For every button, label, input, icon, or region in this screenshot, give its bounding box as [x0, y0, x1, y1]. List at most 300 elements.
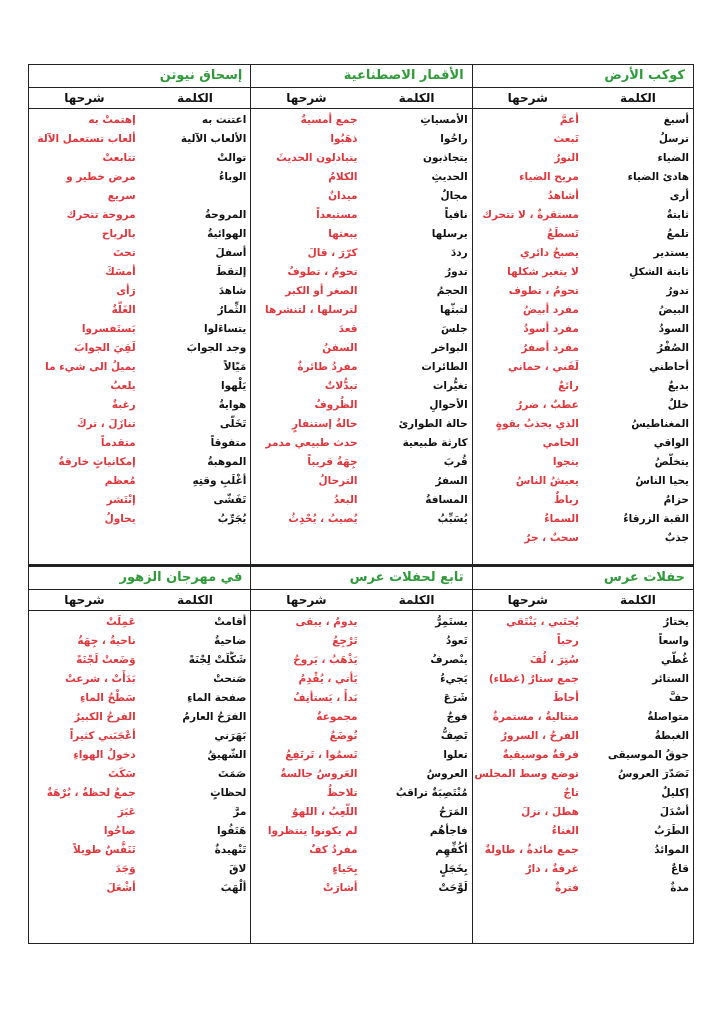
vocab-row [29, 168, 250, 187]
vocab-row [251, 491, 471, 510]
vocab-row [473, 111, 693, 130]
vocab-word: شاهدَ [218, 285, 247, 297]
vocab-word: تلمعُ [666, 228, 689, 240]
vocab-row [251, 689, 471, 708]
vocab-meaning: يَأتي ، يُقْدِمُ [298, 673, 358, 685]
vocab-meaning: العَروسُ جالسةٌ [280, 768, 358, 780]
vocab-word: وجد الجوابَ [186, 342, 247, 354]
vocab-word: الفرَحُ العارمُ [182, 711, 247, 723]
vocab-word: المسافةُ [425, 494, 468, 506]
word-header: الكلمة [398, 593, 435, 607]
vocab-meaning: تاجٌ [563, 787, 579, 799]
vocab-word: يحيا الناسُ [635, 475, 689, 487]
meaning-header: شرحها [64, 593, 105, 607]
vocab-word: تَخَلّى [219, 418, 247, 430]
vocab-row [251, 472, 471, 491]
vocab-row [29, 263, 250, 282]
vocab-row [251, 358, 471, 377]
vocab-row [29, 111, 250, 130]
vocab-meaning: ذهَبُوا [330, 133, 358, 145]
vocab-word: صَنحتْ [213, 673, 247, 685]
vocab-meaning: جِهَةُ قريباً [307, 456, 358, 468]
vocab-row [251, 632, 471, 651]
vocab-meaning: جمع أمسيةٌ [300, 114, 358, 126]
vocab-word: واسعاً [658, 635, 689, 647]
vocab-meaning: البعدُ [333, 494, 358, 506]
vocab-word: كارثة طبيعية [402, 437, 468, 449]
vocab-word: تدورُ [666, 285, 689, 297]
vocab-meaning: رباطٌ [554, 494, 579, 506]
vocab-row [473, 613, 693, 632]
vocab-word: يُسَبِّبُ [437, 513, 468, 525]
vocab-meaning: رغبةٌ [111, 399, 136, 411]
vocab-meaning: توضع وسط المجلس [474, 768, 579, 780]
vocab-row [473, 529, 693, 548]
vocab-word: البواخر [431, 342, 468, 354]
vocab-word: الواقي [653, 437, 689, 449]
vocab-row [473, 708, 693, 727]
vocab-word: المَرَحُ [438, 806, 468, 818]
vocab-meaning: يبعثها [328, 228, 358, 240]
vocab-rows [251, 109, 471, 564]
vocab-row [251, 111, 471, 130]
word-header: الكلمة [620, 91, 656, 105]
vocab-meaning: مستقرةٌ ، لا تتحرك [482, 209, 579, 221]
vocab-meaning: ناحيةُ ، جِهَةُ [77, 635, 136, 647]
column-title: إسحاق نيوتن [29, 65, 250, 88]
column-title: الأقمار الاصطناعية [251, 65, 471, 88]
vocab-word: أرى [669, 190, 689, 202]
vocab-row [29, 746, 250, 765]
column-header [473, 590, 693, 611]
vocab-word: الغبطةُ [654, 730, 689, 742]
vocab-row [251, 206, 471, 225]
vocab-row [251, 301, 471, 320]
vocab-word: اعتنت به [201, 114, 247, 126]
vocab-word: الحجمُ [436, 285, 468, 297]
vocab-meaning: مفرد أصفرُ [521, 342, 579, 354]
vocab-word: مجالٌ [440, 190, 468, 202]
vocab-row [251, 434, 471, 453]
vocab-word: مرَّ [233, 806, 247, 818]
vocab-rows [251, 611, 471, 943]
column-title: حفلات عرس [473, 567, 693, 590]
column-flower-festival [29, 567, 250, 943]
vocab-meaning: تحومُ ، تطوفُ [287, 266, 358, 278]
vocab-word: إلتقطَ [215, 266, 247, 278]
vocab-word: متواصلةٌ [647, 711, 689, 723]
vocabulary-sheet [28, 64, 694, 944]
column-header [29, 590, 250, 611]
vocab-meaning: وَضَعتْ لَجْنَةً [76, 654, 136, 666]
vocab-word: بِخَجَلٍ [439, 863, 468, 875]
vocab-word: جوقُ الموسيقى [607, 749, 689, 761]
vocab-meaning: جمع مائدةٌ ، طاولةٌ [484, 844, 579, 856]
vocab-word: توالتْ [217, 152, 247, 164]
vocab-row [473, 263, 693, 282]
vocab-row [29, 765, 250, 784]
vocab-word: يستَمِرُّ [435, 616, 468, 628]
vocab-meaning: الفرحُ الكبيرُ [74, 711, 136, 723]
vocab-word: فوجٌ [446, 711, 468, 723]
vocab-meaning: متتاليةٌ ، مستمرةٌ [492, 711, 579, 723]
vocab-row [473, 803, 693, 822]
vocab-word: لحظاتٍ [210, 787, 247, 799]
vocab-word: نافياً [444, 209, 468, 221]
vocab-word: فاجأهُم [429, 825, 468, 837]
vocab-meaning: رحباً [557, 635, 579, 647]
vocab-meaning: تَرْجِعُ [332, 635, 358, 647]
vocab-word: ضاحيةُ [214, 635, 247, 647]
vocab-meaning: أحاطَ [552, 692, 579, 704]
vocab-meaning: لا يتغير شكلها [507, 266, 579, 278]
vocab-row [29, 822, 250, 841]
vocab-word: أسْدَلَ [659, 806, 689, 818]
vocab-row [251, 613, 471, 632]
vocab-word: العروسُ [426, 768, 468, 780]
bottom-section [28, 565, 694, 944]
vocab-word: رددَ [450, 247, 468, 259]
vocab-word: يختارُ [663, 616, 689, 628]
vocab-word: يرسلها [431, 228, 468, 240]
vocab-word: تعلوا [443, 749, 468, 761]
vocab-meaning: فترةٌ [554, 882, 579, 894]
vocab-meaning: بَدَأَتْ ، شرعتْ [65, 673, 136, 685]
vocab-meaning: سريع [107, 190, 136, 202]
vocab-row [251, 415, 471, 434]
vocab-row [251, 149, 471, 168]
vocab-row [251, 130, 471, 149]
vocab-word: الستائر [652, 673, 689, 685]
vocab-row [251, 860, 471, 879]
vocab-row [473, 377, 693, 396]
vocab-word: مدةٌ [670, 882, 689, 894]
vocab-word: إكليلٌ [661, 787, 689, 799]
meaning-header: شرحها [507, 91, 548, 105]
vocab-row [29, 206, 250, 225]
vocab-row [29, 491, 250, 510]
vocab-meaning: تَنَفُّسٌ طويلاً [73, 844, 136, 856]
vocab-meaning: الفرحُ ، السرورُ [501, 730, 579, 742]
vocab-meaning: الصغر أو الكبر [285, 285, 358, 297]
vocab-row [29, 510, 250, 529]
vocab-word: الهوائيةُ [207, 228, 247, 240]
vocab-meaning: مفردُ طائرةٌ [297, 361, 358, 373]
vocab-row [473, 396, 693, 415]
vocab-meaning: رائعٌ [558, 380, 579, 392]
vocab-word: تَنْهيدةٌ [214, 844, 247, 856]
vocab-word: جذبٌ [664, 532, 689, 544]
vocab-row [473, 225, 693, 244]
vocab-meaning: عَمِلَتْ [106, 616, 136, 628]
vocab-meaning: بَدأَ ، يَستأنِفُ [293, 692, 358, 704]
vocab-word: تَصِفُّ [440, 730, 468, 742]
vocab-meaning: لَقِيَ الجوابَ [74, 342, 136, 354]
vocab-meaning: مفردُ كفٌ [309, 844, 358, 856]
vocab-meaning: صاحُوا [103, 825, 136, 837]
vocab-meaning: بالرياح [101, 228, 136, 240]
vocab-row [29, 860, 250, 879]
vocab-row [473, 320, 693, 339]
column-header [473, 88, 693, 109]
vocab-word: المغناطيسُ [631, 418, 689, 430]
vocab-row [251, 784, 471, 803]
vocab-row [473, 130, 693, 149]
vocab-row [29, 187, 250, 206]
vocab-word [140, 187, 251, 206]
vocab-row [251, 765, 471, 784]
vocab-rows [29, 109, 250, 564]
vocab-row [251, 453, 471, 472]
vocab-row [29, 727, 250, 746]
vocab-word: يتساءَلوا [203, 323, 247, 335]
vocab-meaning: لترسلها ، لتنشرها [265, 304, 358, 316]
word-header: الكلمة [177, 91, 213, 105]
vocab-row [29, 841, 250, 860]
column-title: في مهرجان الزهور [29, 567, 250, 590]
vocab-meaning: أعمَّ [559, 114, 579, 126]
meaning-header: شرحها [286, 593, 327, 607]
vocab-meaning: مرض خطير و [66, 171, 136, 183]
vocab-row [473, 206, 693, 225]
vocab-word: أقامتْ [214, 616, 247, 628]
vocab-row [251, 187, 471, 206]
vocab-word: لتبثّها [439, 304, 468, 316]
vocab-word: ثابتة الشكلِ [629, 266, 689, 278]
vocab-meaning: الكلامُ [328, 171, 358, 183]
vocab-row [29, 377, 250, 396]
vocab-meaning: يدومُ ، يبقى [295, 616, 358, 628]
vocab-row [473, 358, 693, 377]
vocab-meaning: متقدماً [100, 437, 136, 449]
vocab-word: الشّهيقُ [207, 749, 247, 761]
vocab-meaning: الغناءُ [551, 825, 579, 837]
vocab-word: يتخلَّصُ [654, 456, 689, 468]
vocab-meaning: تحتَ [113, 247, 136, 259]
vocab-word: بديعٌ [667, 380, 689, 392]
vocab-meaning: الحامي [542, 437, 579, 449]
vocab-word: مُنْتَصِبَةٌ تراقبُ [395, 787, 468, 799]
vocab-row [251, 263, 471, 282]
vocab-row [29, 879, 250, 898]
vocab-meaning: تنازَلَ ، تركَ [76, 418, 136, 430]
vocab-rows [29, 611, 250, 943]
vocab-word: صَمَتَ [218, 768, 247, 780]
vocab-word: الأمسياتِ [420, 114, 468, 126]
vocab-word: السفرُ [435, 475, 468, 487]
vocab-meaning: تَسمُوا ، تَرتَفِعُ [285, 749, 358, 761]
vocab-row [251, 282, 471, 301]
vocab-meaning: لَفَني ، حماني [508, 361, 579, 373]
vocab-meaning: قعدَ [338, 323, 358, 335]
vocab-meaning: يُجتَبي ، يَنْتَقي [506, 616, 579, 628]
vocab-row [473, 149, 693, 168]
column-weddings [472, 567, 693, 943]
vocab-meaning: جمع ستارٌ (غطاء) [488, 673, 579, 685]
vocab-meaning: أشْعَلَ [106, 882, 136, 894]
vocab-row [29, 803, 250, 822]
vocab-word: قاعٌ [671, 863, 689, 875]
vocab-row [251, 727, 471, 746]
vocab-row [29, 320, 250, 339]
vocab-row [473, 689, 693, 708]
vocab-word: الموائدُ [654, 844, 689, 856]
vocab-meaning: سُتِرَ ، لُفَ [529, 654, 579, 666]
vocab-row [251, 879, 471, 898]
vocab-meaning: مريح الضياء [519, 171, 579, 183]
column-header [251, 88, 471, 109]
column-newton [29, 65, 250, 564]
vocab-row [29, 339, 250, 358]
vocab-meaning: يَذْهَبُ ، يَروحُ [293, 654, 358, 666]
vocab-row [251, 708, 471, 727]
vocab-row [473, 651, 693, 670]
vocab-meaning: سَكَتَ [108, 768, 136, 780]
vocab-word: مَيّالاً [223, 361, 247, 373]
vocab-word: أسفلَ [215, 247, 247, 259]
vocab-row [251, 803, 471, 822]
vocab-word: الوباءُ [218, 171, 247, 183]
vocab-meaning: يتبادلون الحديثَ [276, 152, 358, 164]
vocab-meaning: أعْجَبَني كثيراً [69, 730, 136, 742]
vocab-row [473, 244, 693, 263]
vocab-row [29, 708, 250, 727]
vocab-row [473, 765, 693, 784]
vocab-word: جلسَ [440, 323, 468, 335]
vocab-meaning: يلعبُ [110, 380, 136, 392]
vocab-word: الصُفْرُ [657, 342, 689, 354]
vocab-meaning: ميدانٌ [328, 190, 358, 202]
vocab-word: تدورُ [445, 266, 468, 278]
vocab-word: قُربَ [443, 456, 468, 468]
vocab-row [473, 784, 693, 803]
vocab-meaning: وَجَدَ [115, 863, 136, 875]
vocab-row [29, 358, 250, 377]
vocab-word: الطَرَبُ [654, 825, 689, 837]
vocab-meaning: إنْتَشر [106, 494, 136, 506]
vocab-row [251, 168, 471, 187]
vocab-meaning: أشاهدُ [547, 190, 579, 202]
vocab-meaning: تَبعث [553, 133, 579, 145]
vocab-meaning: لم يكونوا ينتظروا [267, 825, 358, 837]
vocab-word: غُطّي [660, 654, 689, 666]
vocab-word: أحاطني [649, 361, 689, 373]
vocab-row [251, 339, 471, 358]
vocab-meaning: جمعُ لحظةٌ ، بُرْهَةٌ [46, 787, 136, 799]
vocab-word: شَرَعَ [443, 692, 468, 704]
vocab-meaning: أمسَكَ [105, 266, 136, 278]
vocab-row [29, 670, 250, 689]
vocab-word: يستدير [653, 247, 689, 259]
vocab-row [29, 244, 250, 263]
vocab-row [251, 244, 471, 263]
vocab-row [251, 822, 471, 841]
vocab-row [473, 879, 693, 898]
column-earth [472, 65, 693, 564]
vocab-row [29, 396, 250, 415]
vocab-row [473, 670, 693, 689]
vocab-meaning: حدث طبيعي مدمر [265, 437, 358, 449]
vocab-row [251, 841, 471, 860]
vocab-row [29, 651, 250, 670]
vocab-meaning: الترحالُ [318, 475, 358, 487]
vocab-meaning: يَستَفسروا [81, 323, 136, 335]
vocab-word: ثابتةٌ [666, 209, 689, 221]
vocab-word: أسبغ [663, 114, 689, 126]
vocab-meaning: تحومُ ، تطوف [508, 285, 579, 297]
vocab-meaning: فرقةٌ موسيقيةٌ [502, 749, 579, 761]
vocab-word: يتجاذبون [423, 152, 468, 164]
vocab-meaning: رَأى [116, 285, 136, 297]
vocab-rows [473, 611, 693, 943]
vocab-word: بَهَرَني [214, 730, 247, 742]
vocab-word: هَتَفُوا [217, 825, 247, 837]
vocab-word: المروحةُ [204, 209, 247, 221]
vocab-meaning: الذي يجذبُ بقوةٍ [495, 418, 579, 430]
vocab-meaning: كرّرَ ، قالَ [307, 247, 358, 259]
vocab-word: الطائرات [421, 361, 468, 373]
vocab-meaning: هطلَ ، نزلَ [521, 806, 579, 818]
vocab-meaning: سحبٌ ، جرٌ [524, 532, 579, 544]
vocab-meaning: أشارَتْ [323, 882, 358, 894]
vocab-row [473, 727, 693, 746]
vocab-meaning: مفرد أبيضُ [523, 304, 579, 316]
vocab-row [473, 510, 693, 529]
vocab-meaning: ينجوا [552, 456, 579, 468]
vocab-row [251, 670, 471, 689]
vocab-word: الضياء [657, 152, 689, 164]
vocab-word: راحُوا [440, 133, 468, 145]
column-header [29, 88, 250, 109]
vocab-row [473, 434, 693, 453]
vocab-meaning: غرفةٌ ، دارٌ [525, 863, 579, 875]
vocab-row [29, 434, 250, 453]
column-title: تابع لحفلات عرس [251, 567, 471, 590]
meaning-header: شرحها [64, 91, 105, 105]
vocab-word: ينْصرفُ [430, 654, 468, 666]
vocab-row [29, 301, 250, 320]
vocab-meaning: يحاولُ [104, 513, 136, 525]
vocab-row [251, 651, 471, 670]
vocab-word: تَفَشّى [213, 494, 247, 506]
vocab-row [473, 282, 693, 301]
vocab-word: الموهبةُ [207, 456, 247, 468]
word-header: الكلمة [177, 593, 213, 607]
vocab-word: حزامٌ [663, 494, 689, 506]
vocab-meaning: تلاحظُ [326, 787, 358, 799]
vocab-row [473, 301, 693, 320]
vocab-word: حالة الطوارئ [398, 418, 468, 430]
column-header [251, 590, 471, 611]
meaning-header: شرحها [507, 593, 548, 607]
vocab-row [29, 613, 250, 632]
vocab-row [473, 168, 693, 187]
vocab-word: الألعاب الآلية [180, 133, 247, 145]
vocab-word: يَلْهوا [221, 380, 247, 392]
vocab-rows [473, 109, 693, 564]
vocab-meaning: تَسطَعُ [546, 228, 579, 240]
vocab-word: خللٌ [667, 399, 689, 411]
vocab-meaning: تبدُّلاتٌ [324, 380, 358, 392]
vocab-row [251, 377, 471, 396]
vocab-row [29, 453, 250, 472]
word-header: الكلمة [620, 593, 656, 607]
vocab-row [251, 746, 471, 765]
vocab-meaning: مستبعداً [316, 209, 358, 221]
vocab-meaning: اللَّعِبُ ، اللهوُ [292, 806, 358, 818]
vocab-meaning: تتابعتْ [102, 152, 136, 164]
vocab-meaning: مُعظم [104, 475, 136, 487]
